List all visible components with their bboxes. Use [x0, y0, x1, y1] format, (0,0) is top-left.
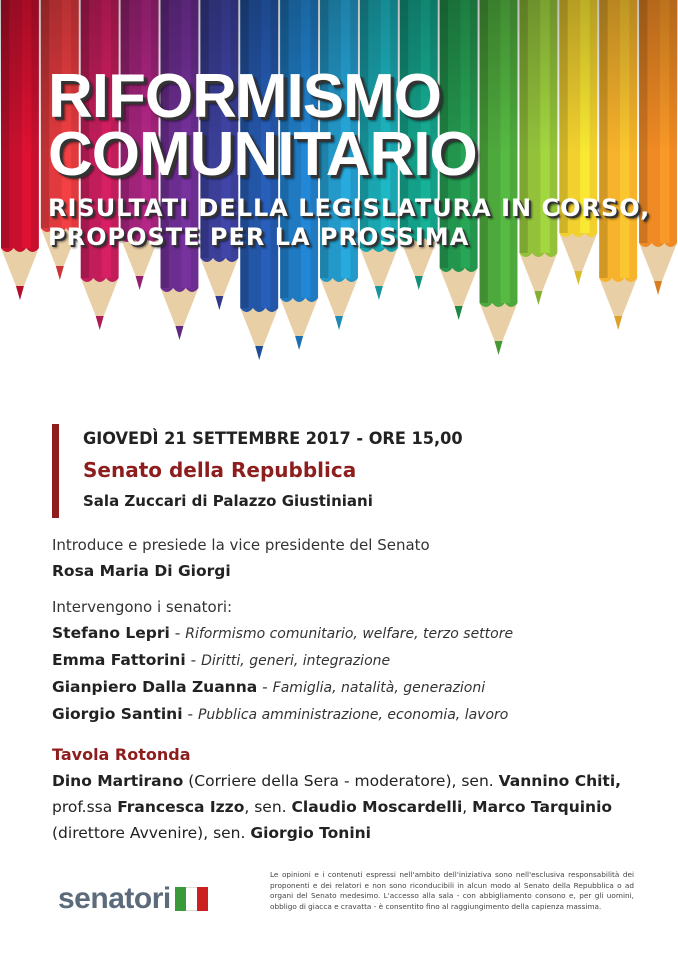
subtitle-line-1: RISULTATI DELLA LEGISLATURA IN CORSO, [48, 194, 651, 222]
participant-name: Claudio Moscardelli [291, 798, 463, 816]
participant-role: (Corriere della Sera - moderatore), sen. [183, 772, 499, 790]
title-line-2: COMUNITARIO [48, 120, 477, 189]
participant-name: Francesca Izzo [117, 798, 245, 816]
speaker-name: Giorgio Santini [52, 705, 183, 723]
title-line-1: RIFORMISMO [48, 62, 441, 131]
participant-punct: , [462, 798, 468, 816]
participant-name: Vannino Chiti, [498, 772, 622, 790]
speaker-row [52, 674, 652, 701]
logo-text: senatori [58, 882, 171, 915]
participant-title: prof.ssa [52, 798, 118, 816]
event-room: Sala Zuccari di Palazzo Giustiniani [83, 492, 373, 510]
speaker-topic: Riformismo comunitario, welfare, terzo settore [185, 626, 514, 642]
event-date-time: GIOVEDÌ 21 SETTEMBRE 2017 - ORE 15,00 [83, 429, 463, 449]
speaker-topic: Famiglia, natalità, generazioni [272, 680, 486, 696]
participant-title: , sen. [244, 798, 292, 816]
round-table-title: Tavola Rotonda [52, 745, 191, 764]
speaker-name: Gianpiero Dalla Zuanna [52, 678, 258, 696]
speaker-separator: - [169, 624, 186, 642]
round-table-participants [52, 768, 652, 846]
speaker-row [52, 701, 652, 728]
speaker-topic: Pubblica amministrazione, economia, lavoro [197, 707, 509, 723]
event-venue: Senato della Repubblica [83, 458, 357, 482]
intro-label: Introduce e presiede la vice presidente del Senato [52, 536, 430, 554]
speaker-separator: - [257, 678, 273, 696]
speaker-name: Stefano Lepri [52, 624, 170, 642]
pd-logo-icon [175, 887, 208, 911]
subtitle-line-2: PROPOSTE PER LA PROSSIMA [48, 223, 470, 251]
event-details [52, 424, 483, 518]
participant-name: Marco Tarquinio [472, 798, 613, 816]
speaker-separator: - [182, 705, 198, 723]
speaker-row [52, 620, 652, 647]
intro-name: Rosa Maria Di Giorgi [52, 562, 231, 580]
disclaimer: Le opinioni e i contenuti espressi nell'ambito dell'iniziativa sono nell'esclusiva responsabilità dei proponenti e dei relatori e non sono riconducibili in alcun modo al Senato della Repubblica o ad organi del Senato medesimo. L'accesso alla sala - con abbigliamento consono e, per gli uomini, obbligo di giacca e cravatta - è consentito fino al raggiungimento della capienza massima. [270, 870, 634, 911]
speaker-name: Emma Fattorini [52, 651, 186, 669]
speakers-label: Intervengono i senatori: [52, 598, 233, 616]
title-block [48, 62, 668, 252]
speaker-topic: Diritti, generi, integrazione [201, 653, 391, 669]
speaker-row [52, 647, 652, 674]
participant-name: Dino Martirano [52, 772, 184, 790]
participant-role: (direttore Avvenire), sen. [52, 824, 251, 842]
participant-name: Giorgio Tonini [250, 824, 371, 842]
senatori-pd-logo [58, 882, 208, 916]
speaker-separator: - [185, 651, 202, 669]
program [52, 532, 652, 846]
